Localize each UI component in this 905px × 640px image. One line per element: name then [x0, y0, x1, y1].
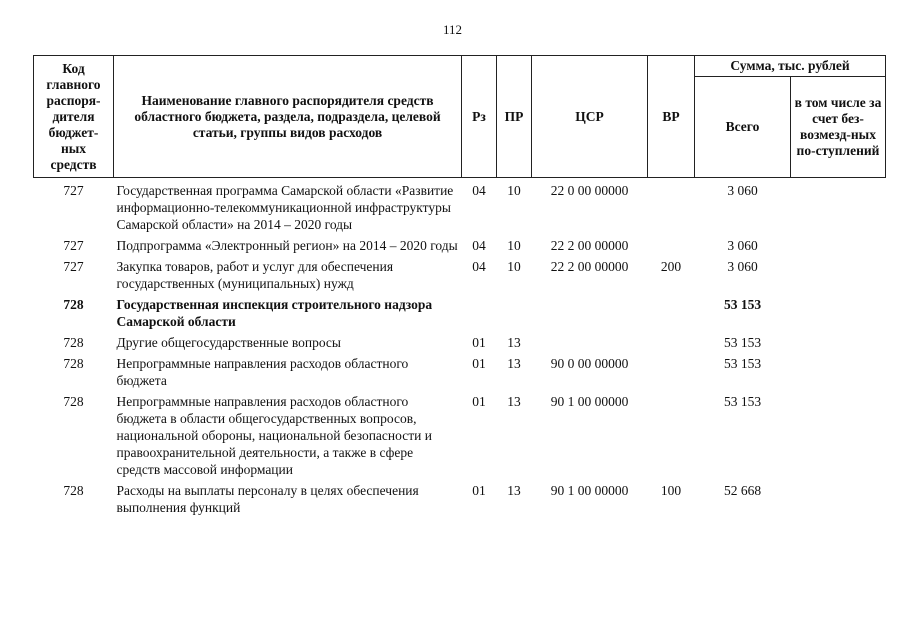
cell-rz: 01 [472, 335, 486, 350]
header-pr: ПР [497, 56, 532, 178]
cell-code: 728 [63, 335, 84, 350]
cell-pr: 13 [507, 335, 521, 350]
table-row [34, 330, 886, 351]
cell-total: 53 153 [723, 335, 762, 350]
cell-total: 53 153 [723, 297, 762, 312]
cell-vr: 200 [660, 259, 682, 274]
cell-vr: 100 [660, 483, 682, 498]
table-row [34, 478, 886, 516]
cell-name: Государственная программа Самарской области «Развитие информационно-телекоммуникационной инфраструктуры Самарской области» на 2014 – 2020 годы [116, 183, 454, 232]
cell-vr [648, 330, 695, 351]
cell-code: 728 [63, 297, 84, 312]
cell-total: 53 153 [723, 356, 762, 371]
cell-pr: 13 [507, 483, 521, 498]
header-rz: Рз [462, 56, 497, 178]
cell-csr: 90 1 00 00000 [550, 483, 629, 498]
cell-free [791, 330, 886, 351]
cell-csr: 22 2 00 00000 [550, 238, 629, 253]
table-header [34, 56, 886, 178]
cell-total: 3 060 [727, 238, 758, 253]
cell-code: 728 [63, 394, 84, 409]
table-row [34, 254, 886, 292]
table-row [34, 233, 886, 254]
cell-code: 728 [63, 356, 84, 371]
cell-csr: 90 1 00 00000 [550, 394, 629, 409]
cell-total: 53 153 [723, 394, 762, 409]
cell-free [791, 254, 886, 292]
cell-free [791, 389, 886, 478]
budget-table [33, 55, 886, 516]
cell-csr: 22 0 00 00000 [550, 183, 629, 198]
cell-name: Закупка товаров, работ и услуг для обеспечения государственных (муниципальных) нужд [116, 259, 394, 291]
cell-code: 727 [63, 259, 84, 274]
cell-rz: 04 [472, 183, 486, 198]
cell-total: 52 668 [723, 483, 762, 498]
cell-total: 3 060 [727, 183, 758, 198]
cell-name: Государственная инспекция строительного надзора Самарской области [116, 297, 433, 329]
cell-pr: 10 [507, 238, 521, 253]
table-row [34, 178, 886, 234]
cell-csr [532, 330, 648, 351]
cell-pr: 10 [507, 183, 521, 198]
cell-name: Другие общегосударственные вопросы [116, 335, 341, 350]
table-row [34, 292, 886, 330]
cell-name: Расходы на выплаты персоналу в целях обеспечения выполнения функций [116, 483, 419, 515]
header-csr: ЦСР [532, 56, 648, 178]
cell-rz: 04 [472, 259, 486, 274]
table-body [34, 178, 886, 517]
header-free: в том числе за счет без-возмезд-ных по-ступлений [791, 77, 886, 178]
cell-code: 728 [63, 483, 84, 498]
header-total: Всего [695, 77, 791, 178]
cell-total: 3 060 [727, 259, 758, 274]
cell-name: Непрограммные направления расходов областного бюджета в области общегосударственных вопросов, национальной обороны, национальной безопасности и правоохранительной деятельности, а также в сфере средств массовой информации [116, 394, 432, 477]
cell-vr [648, 233, 695, 254]
header-sum: Сумма, тыс. рублей [695, 56, 886, 77]
cell-free [791, 178, 886, 234]
cell-free [791, 233, 886, 254]
page-number: 112 [442, 22, 463, 37]
cell-pr: 13 [507, 394, 521, 409]
cell-name: Подпрограмма «Электронный регион» на 2014 – 2020 годы [116, 238, 458, 253]
cell-rz: 04 [472, 238, 486, 253]
cell-pr: 10 [507, 259, 521, 274]
header-name: Наименование главного распорядителя средств областного бюджета, раздела, подраздела, целевой статьи, группы видов расходов [114, 56, 462, 178]
cell-rz: 01 [472, 483, 486, 498]
table-row [34, 389, 886, 478]
cell-free [791, 292, 886, 330]
cell-rz: 01 [472, 394, 486, 409]
cell-vr [648, 292, 695, 330]
cell-code: 727 [63, 238, 84, 253]
cell-vr [648, 389, 695, 478]
cell-vr [648, 351, 695, 389]
header-code: Код главного распоря-дителя бюджет-ных средств [34, 56, 114, 178]
cell-rz [462, 292, 497, 330]
cell-free [791, 478, 886, 516]
cell-code: 727 [63, 183, 84, 198]
cell-rz: 01 [472, 356, 486, 371]
cell-free [791, 351, 886, 389]
cell-csr: 22 2 00 00000 [550, 259, 629, 274]
cell-pr: 13 [507, 356, 521, 371]
cell-name: Непрограммные направления расходов областного бюджета [116, 356, 409, 388]
cell-vr [648, 178, 695, 234]
cell-pr [497, 292, 532, 330]
cell-csr: 90 0 00 00000 [550, 356, 629, 371]
cell-csr [532, 292, 648, 330]
header-vr: ВР [648, 56, 695, 178]
table-row [34, 351, 886, 389]
